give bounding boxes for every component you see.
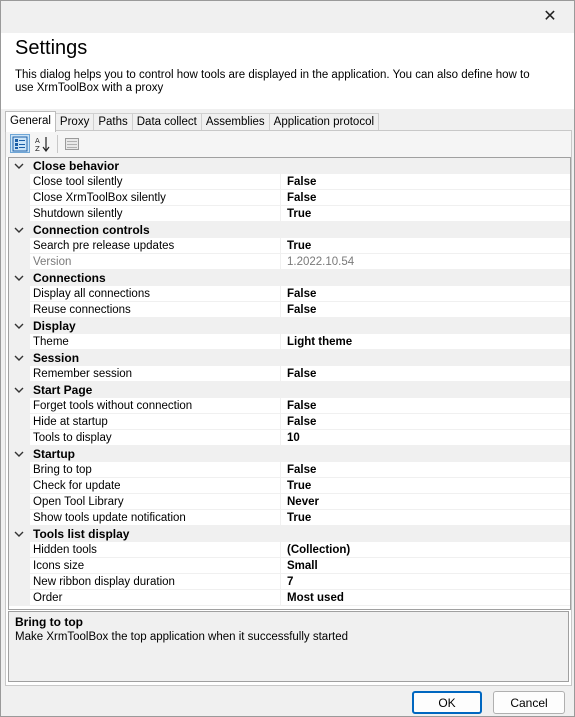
tab-strip bbox=[5, 111, 378, 131]
tab-general[interactable]: General bbox=[5, 111, 56, 132]
property-gutter bbox=[9, 174, 30, 190]
close-icon[interactable]: ✕ bbox=[543, 8, 557, 25]
property-gutter bbox=[9, 462, 30, 478]
property-name[interactable]: Hidden tools bbox=[30, 542, 281, 558]
property-name[interactable]: Remember session bbox=[30, 366, 281, 382]
property-row[interactable] bbox=[9, 494, 570, 510]
property-gutter bbox=[9, 414, 30, 430]
property-row[interactable] bbox=[9, 366, 570, 382]
property-row[interactable] bbox=[9, 174, 570, 190]
chevron-down-icon[interactable] bbox=[14, 354, 24, 362]
property-gutter bbox=[9, 494, 30, 510]
property-row[interactable] bbox=[9, 558, 570, 574]
property-pages-icon[interactable] bbox=[62, 134, 82, 153]
property-row[interactable] bbox=[9, 238, 570, 254]
category-gutter bbox=[9, 526, 30, 542]
category-gutter bbox=[9, 222, 30, 238]
chevron-down-icon[interactable] bbox=[14, 386, 24, 394]
property-value[interactable]: False bbox=[281, 302, 570, 318]
property-value[interactable]: True bbox=[281, 206, 570, 222]
property-gutter bbox=[9, 366, 30, 382]
property-gutter bbox=[9, 238, 30, 254]
property-gutter bbox=[9, 478, 30, 494]
property-value[interactable]: False bbox=[281, 414, 570, 430]
property-row[interactable] bbox=[9, 286, 570, 302]
property-name[interactable]: Order bbox=[30, 590, 281, 606]
property-gutter bbox=[9, 590, 30, 606]
property-value[interactable]: True bbox=[281, 510, 570, 526]
property-value[interactable]: 7 bbox=[281, 574, 570, 590]
category-label: Connections bbox=[33, 271, 106, 285]
property-gutter bbox=[9, 334, 30, 350]
property-row[interactable] bbox=[9, 590, 570, 606]
property-name[interactable]: Hide at startup bbox=[30, 414, 281, 430]
category-label: Connection controls bbox=[33, 223, 150, 237]
property-grid-toolbar bbox=[6, 131, 571, 157]
category-row[interactable] bbox=[9, 222, 570, 238]
help-title: Bring to top bbox=[15, 615, 83, 629]
chevron-down-icon[interactable] bbox=[14, 322, 24, 330]
property-gutter bbox=[9, 254, 30, 270]
category-label: Close behavior bbox=[33, 159, 120, 173]
category-gutter bbox=[9, 382, 30, 398]
property-row[interactable] bbox=[9, 574, 570, 590]
svg-text:A: A bbox=[35, 136, 40, 145]
property-value[interactable]: False bbox=[281, 286, 570, 302]
property-name[interactable]: Forget tools without connection bbox=[30, 398, 281, 414]
property-value[interactable]: Never bbox=[281, 494, 570, 510]
property-row[interactable] bbox=[9, 334, 570, 350]
tab-application-protocol[interactable]: Application protocol bbox=[269, 113, 379, 132]
property-gutter bbox=[9, 574, 30, 590]
property-name[interactable]: Close tool silently bbox=[30, 174, 281, 190]
help-description: Make XrmToolBox the top application when it successfully started bbox=[15, 631, 349, 643]
svg-text:Z: Z bbox=[35, 144, 40, 153]
category-row[interactable] bbox=[9, 446, 570, 462]
chevron-down-icon[interactable] bbox=[14, 226, 24, 234]
property-name[interactable]: Bring to top bbox=[30, 462, 281, 478]
category-row[interactable] bbox=[9, 526, 570, 542]
property-row[interactable] bbox=[9, 206, 570, 222]
property-gutter bbox=[9, 398, 30, 414]
category-gutter bbox=[9, 350, 30, 366]
property-value[interactable]: False bbox=[281, 398, 570, 414]
tab-panel-general bbox=[5, 130, 572, 686]
title-bar bbox=[1, 1, 574, 33]
chevron-down-icon[interactable] bbox=[14, 450, 24, 458]
property-gutter bbox=[9, 206, 30, 222]
property-name[interactable]: Close XrmToolBox silently bbox=[30, 190, 281, 206]
chevron-down-icon[interactable] bbox=[14, 530, 24, 538]
property-name[interactable]: Tools to display bbox=[30, 430, 281, 446]
property-row[interactable] bbox=[9, 254, 570, 270]
property-name[interactable]: Icons size bbox=[30, 558, 281, 574]
page-title: Settings bbox=[15, 37, 88, 59]
property-name[interactable]: Version bbox=[30, 254, 281, 270]
ok-button[interactable]: OK bbox=[412, 691, 482, 714]
property-row[interactable] bbox=[9, 190, 570, 206]
property-value[interactable]: False bbox=[281, 190, 570, 206]
tab-data-collect[interactable]: Data collect bbox=[132, 113, 202, 132]
tab-assemblies[interactable]: Assemblies bbox=[201, 113, 270, 132]
property-value[interactable]: True bbox=[281, 238, 570, 254]
category-label: Startup bbox=[33, 447, 75, 461]
property-row[interactable] bbox=[9, 542, 570, 558]
category-gutter bbox=[9, 318, 30, 334]
property-gutter bbox=[9, 430, 30, 446]
category-row[interactable] bbox=[9, 158, 570, 174]
category-label: Start Page bbox=[33, 383, 93, 397]
cancel-button[interactable]: Cancel bbox=[493, 691, 565, 714]
property-name[interactable]: Reuse connections bbox=[30, 302, 281, 318]
property-name[interactable]: Show tools update notification bbox=[30, 510, 281, 526]
property-name[interactable]: Display all connections bbox=[30, 286, 281, 302]
property-gutter bbox=[9, 510, 30, 526]
property-value[interactable]: 10 bbox=[281, 430, 570, 446]
property-row[interactable] bbox=[9, 430, 570, 446]
property-gutter bbox=[9, 286, 30, 302]
property-row[interactable] bbox=[9, 510, 570, 526]
category-label: Session bbox=[33, 351, 80, 365]
category-label: Display bbox=[33, 319, 76, 333]
chevron-down-icon[interactable] bbox=[14, 162, 24, 170]
chevron-down-icon[interactable] bbox=[14, 274, 24, 282]
dialog-header bbox=[1, 33, 574, 109]
property-value[interactable]: (Collection) bbox=[281, 542, 570, 558]
category-row[interactable] bbox=[9, 318, 570, 334]
property-name[interactable]: New ribbon display duration bbox=[30, 574, 281, 590]
property-value: 1.2022.10.54 bbox=[281, 254, 570, 270]
category-gutter bbox=[9, 270, 30, 286]
property-gutter bbox=[9, 558, 30, 574]
property-value[interactable]: False bbox=[281, 174, 570, 190]
property-name[interactable]: Search pre release updates bbox=[30, 238, 281, 254]
property-value[interactable]: Light theme bbox=[281, 334, 570, 350]
property-grid bbox=[8, 157, 571, 610]
property-value[interactable]: True bbox=[281, 478, 570, 494]
property-value[interactable]: False bbox=[281, 462, 570, 478]
category-row[interactable] bbox=[9, 382, 570, 398]
property-row[interactable] bbox=[9, 462, 570, 478]
property-name[interactable]: Open Tool Library bbox=[30, 494, 281, 510]
property-gutter bbox=[9, 302, 30, 318]
property-name[interactable]: Check for update bbox=[30, 478, 281, 494]
property-value[interactable]: Small bbox=[281, 558, 570, 574]
property-gutter bbox=[9, 190, 30, 206]
property-row[interactable] bbox=[9, 478, 570, 494]
category-row[interactable] bbox=[9, 350, 570, 366]
property-row[interactable] bbox=[9, 414, 570, 430]
property-value[interactable]: Most used bbox=[281, 590, 570, 606]
category-label: Tools list display bbox=[33, 527, 130, 541]
category-gutter bbox=[9, 446, 30, 462]
property-gutter bbox=[9, 542, 30, 558]
tab-paths[interactable]: Paths bbox=[93, 113, 132, 132]
tab-proxy[interactable]: Proxy bbox=[55, 113, 94, 132]
property-name[interactable]: Shutdown silently bbox=[30, 206, 281, 222]
property-value[interactable]: False bbox=[281, 366, 570, 382]
property-row[interactable] bbox=[9, 398, 570, 414]
property-row[interactable] bbox=[9, 302, 570, 318]
dialog-description: This dialog helps you to control how tools are displayed in the application. You can also define how to use XrmToolBox with a proxy bbox=[15, 69, 530, 94]
category-gutter bbox=[9, 158, 30, 174]
categorized-icon[interactable] bbox=[10, 134, 30, 153]
property-name[interactable]: Theme bbox=[30, 334, 281, 350]
category-row[interactable] bbox=[9, 270, 570, 286]
toolbar-separator bbox=[57, 135, 58, 153]
property-help-panel bbox=[8, 611, 569, 682]
sort-az-icon[interactable] bbox=[33, 134, 53, 153]
